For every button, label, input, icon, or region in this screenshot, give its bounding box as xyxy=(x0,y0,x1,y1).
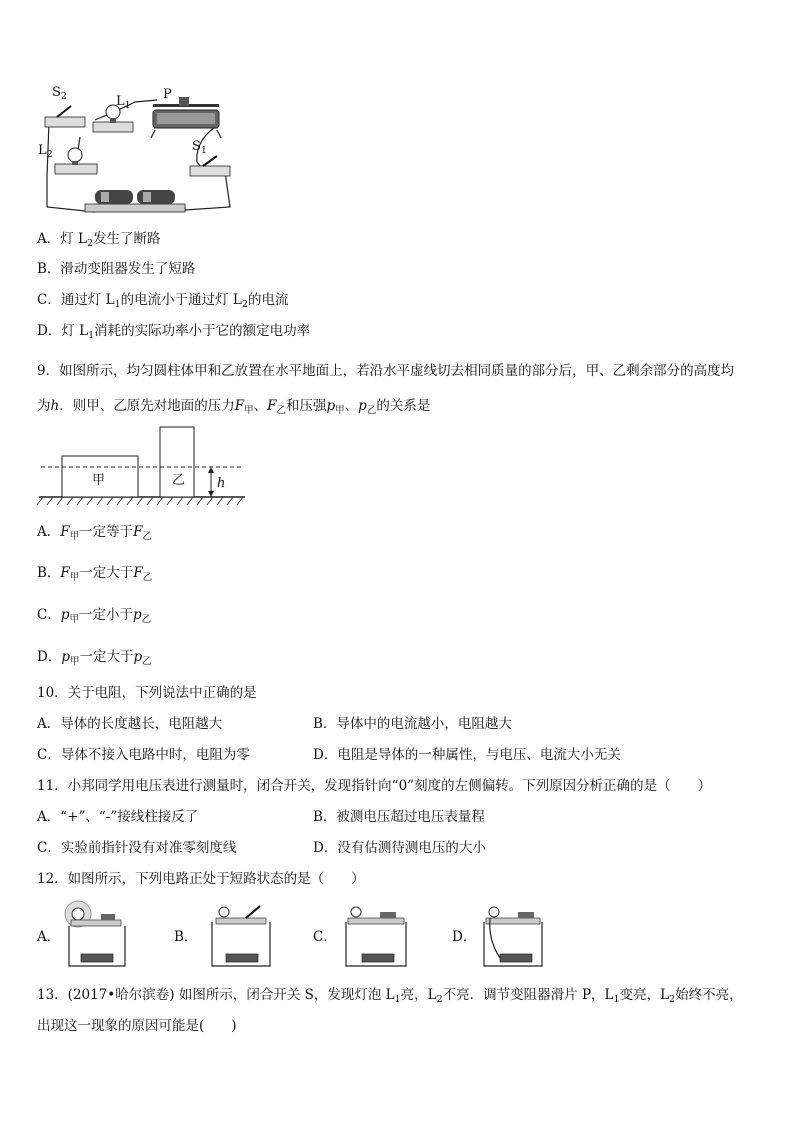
label-l1: $L_1$ xyxy=(116,94,131,111)
q10-option-a: A．导体的长度越长，电阻越大 xyxy=(37,716,223,732)
label-s1: $S_1$ xyxy=(192,139,207,156)
q10-stem: 10．关于电阻，下列说法中正确的是 xyxy=(37,685,257,701)
q8-option-d: D．灯 $L_1$消耗的实际功率小于它的额定电功率 xyxy=(37,323,311,341)
label-s2: $S_2$ xyxy=(52,85,67,102)
fig-label-h: h xyxy=(217,476,226,491)
q9-option-b: B．$F_甲$一定大于$F_乙$ xyxy=(37,565,153,583)
q8-option-b: B．滑动变阻器发生了短路 xyxy=(37,261,196,277)
q8-option-c: C．通过灯 $L_1$的电流小于通过灯 $L_2$的电流 xyxy=(37,292,289,310)
q12-stem: 12．如图所示，下列电路正处于短路状态的是（ ） xyxy=(37,871,365,887)
label-p: P xyxy=(163,87,172,102)
q12-option-a-label: A． xyxy=(37,929,61,945)
q9-option-d: D．$p_甲$一定大于$p_乙$ xyxy=(37,649,152,667)
q12-circuit-b xyxy=(206,900,276,970)
q11-option-b: B．被测电压超过电压表量程 xyxy=(313,809,485,825)
q11-option-c: C．实验前指针没有对准零刻度线 xyxy=(37,840,237,856)
q8-option-a: A．灯 $L_2$发生了断路 xyxy=(37,231,161,249)
fig-label-yi: 乙 xyxy=(172,473,186,488)
q12-option-c-label: C． xyxy=(313,929,337,945)
fig-label-jia: 甲 xyxy=(92,473,106,488)
q13-stem-line1: 13．(2017•哈尔滨卷) 如图所示，闭合开关 S，发现灯泡 $L_1$亮，$L_2$不亮．调节变阻器滑片 P，$L_1$变亮，$L_2$始终不亮， xyxy=(37,987,743,1005)
q11-stem: 11．小邦同学用电压表进行测量时，闭合开关，发现指针向“0”刻度的左侧偏转。下列原因分析正确的是（ ） xyxy=(37,778,712,794)
q9-stem-line2: 为h．则甲、乙原先对地面的压力$F_甲$、$F_乙$和压强$p_甲$、$p_乙$的关系是 xyxy=(37,398,431,416)
q13-stem-line2: 出现这一现象的原因可能是( ) xyxy=(37,1018,237,1034)
q9-option-c: C．$p_甲$一定小于$p_乙$ xyxy=(37,607,152,625)
q10-option-c: C．导体不接入电路中时，电阻为零 xyxy=(37,747,250,763)
q12-circuit-d xyxy=(478,900,548,970)
cylinders-figure-q9 xyxy=(35,425,250,507)
q9-stem-line1: 9．如图所示，均匀圆柱体甲和乙放置在水平地面上，若沿水平虚线切去相同质量的部分后，甲、乙剩余部分的高度均 xyxy=(37,363,735,379)
q12-option-d-label: D． xyxy=(452,929,477,945)
q10-option-d: D．电阻是导体的一种属性，与电压、电流大小无关 xyxy=(313,747,621,763)
label-l2: $L_2$ xyxy=(38,143,53,160)
q10-option-b: B．导体中的电流越小，电阻越大 xyxy=(313,716,512,732)
q12-circuit-a xyxy=(63,898,133,970)
q11-option-a: A．“+”、“-”接线柱接反了 xyxy=(37,809,199,825)
q12-circuit-c xyxy=(342,900,412,970)
q11-option-d: D．没有估测待测电压的大小 xyxy=(313,840,486,856)
q9-option-a: A．$F_甲$一定等于$F_乙$ xyxy=(37,524,153,542)
q12-option-b-label: B． xyxy=(174,929,198,945)
